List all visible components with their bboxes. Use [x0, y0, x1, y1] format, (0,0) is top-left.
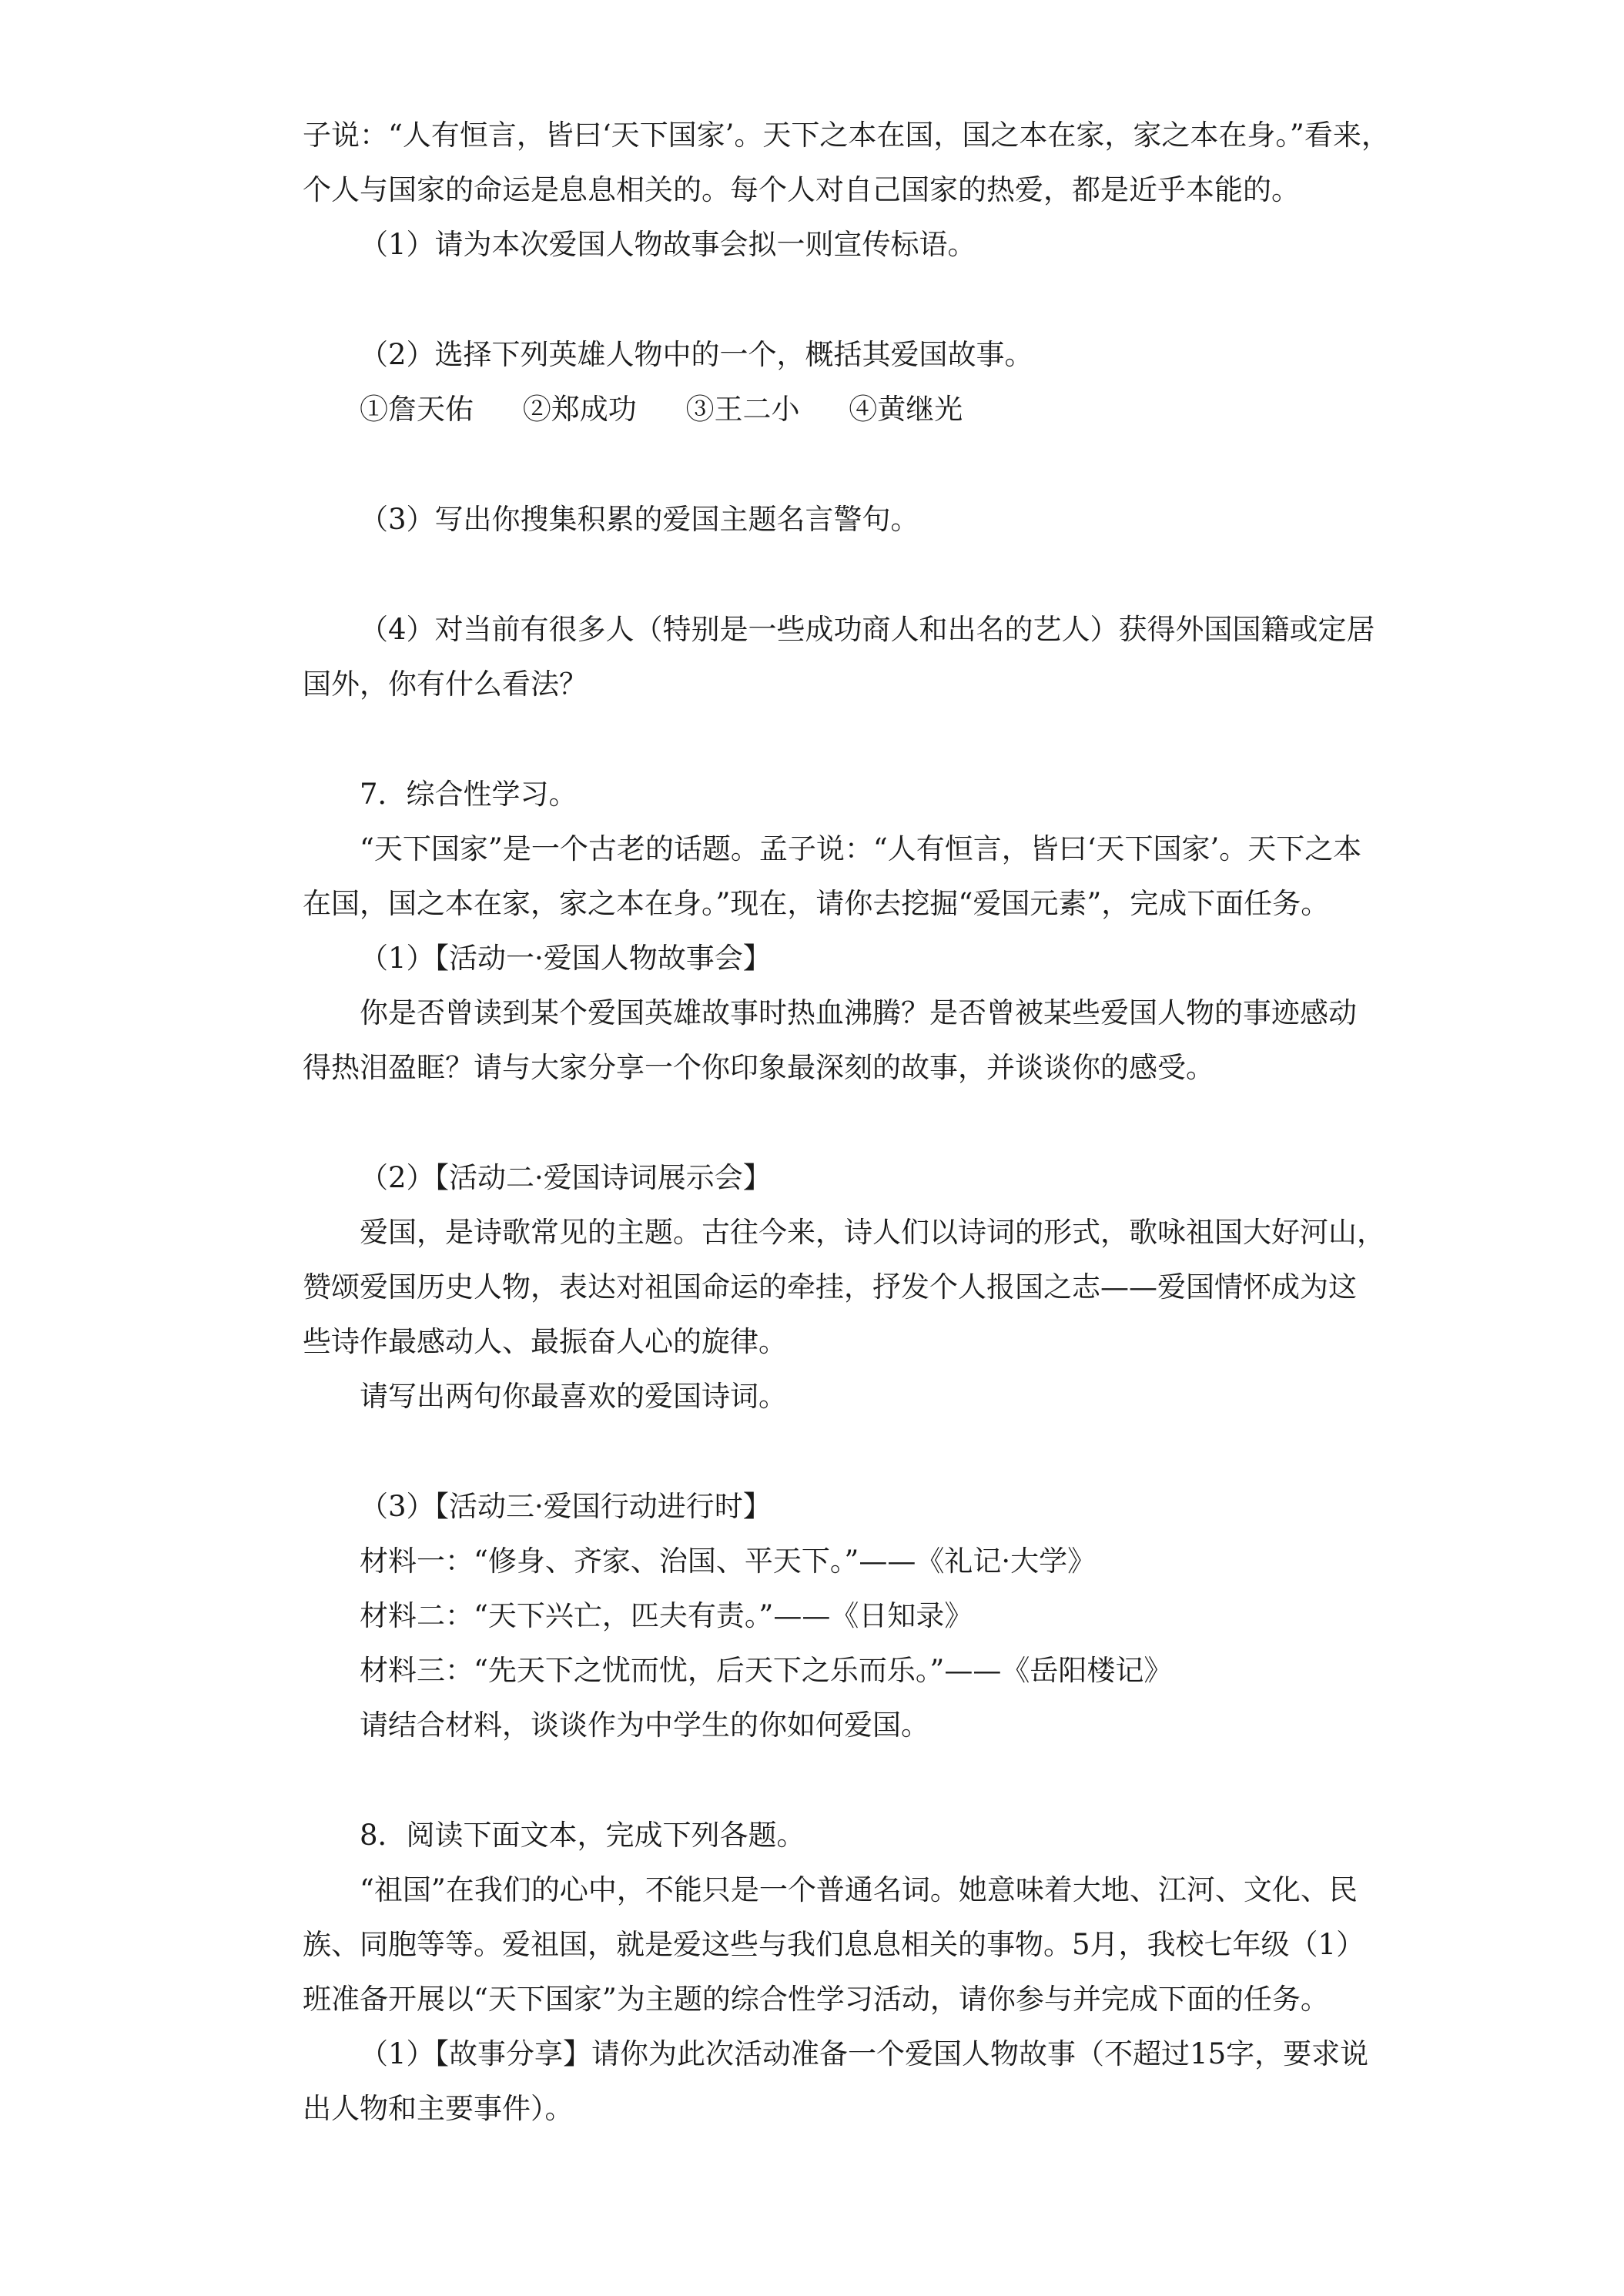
- hero-option: ①詹天佑: [360, 393, 474, 426]
- text-line: 赞颂爱国历史人物，表达对祖国命运的牵挂，抒发个人报国之志——爱国情怀成为这: [303, 1270, 1357, 1304]
- text-line: 得热泪盈眶？请与大家分享一个你印象最深刻的故事，并谈谈你的感受。: [303, 1051, 1214, 1084]
- question-7-heading: 7．综合性学习。: [360, 778, 578, 811]
- text-line: 些诗作最感动人、最振奋人心的旋律。: [303, 1325, 787, 1358]
- text-line: 在国，国之本在家，家之本在身。”现在，请你去挖掘“爱国元素”，完成下面任务。: [303, 887, 1330, 920]
- activity-3-heading: （3）【活动三·爱国行动进行时】: [360, 1490, 772, 1523]
- text-line: 请写出两句你最喜欢的爱国诗词。: [360, 1380, 787, 1413]
- question-6-2: （2）选择下列英雄人物中的一个，概括其爱国故事。: [360, 338, 1033, 371]
- text-line: 个人与国家的命运是息息相关的。每个人对自己国家的热爱，都是近乎本能的。: [303, 173, 1300, 206]
- question-6-1: （1）请为本次爱国人物故事会拟一则宣传标语。: [360, 228, 976, 261]
- question-6-3: （3）写出你搜集积累的爱国主题名言警句。: [360, 503, 919, 536]
- text-line: 国外，你有什么看法？: [303, 668, 588, 701]
- text-line: 班准备开展以“天下国家”为主题的综合性学习活动，请你参与并完成下面的任务。: [303, 1983, 1329, 2016]
- hero-options: [303, 382, 1381, 437]
- question-6-4: （4）对当前有很多人（特别是一些成功商人和出名的艺人）获得外国国籍或定居: [360, 613, 1375, 646]
- material-1: 材料一：“修身、齐家、治国、平天下。”——《礼记·大学》: [360, 1545, 1097, 1578]
- activity-2-heading: （2）【活动二·爱国诗词展示会】: [360, 1161, 772, 1194]
- text-line: “天下国家”是一个古老的话题。孟子说：“人有恒言，皆曰‘天下国家’。天下之本: [360, 832, 1362, 865]
- text-line: 你是否曾读到某个爱国英雄故事时热血沸腾？是否曾被某些爱国人物的事迹感动: [360, 996, 1357, 1029]
- hero-option: ③王二小: [685, 393, 800, 426]
- document-page: [303, 108, 1390, 2136]
- question-8-1: （1）【故事分享】请你为此次活动准备一个爱国人物故事（不超过15字，要求说: [360, 2037, 1369, 2070]
- text-line: 请结合材料，谈谈作为中学生的你如何爱国。: [360, 1709, 929, 1742]
- text-line: 族、同胞等等。爱祖国，就是爱这些与我们息息相关的事物。5月，我校七年级（1）: [303, 1928, 1365, 1961]
- material-2: 材料二：“天下兴亡，匹夫有责。”——《日知录》: [360, 1599, 973, 1632]
- text-line: 子说：“人有恒言，皆曰‘天下国家’。天下之本在国，国之本在家，家之本在身。”看来，: [303, 119, 1390, 152]
- hero-option: ④黄继光: [849, 393, 963, 426]
- text-line: 爱国，是诗歌常见的主题。古往今来，诗人们以诗词的形式，歌咏祖国大好河山，: [360, 1216, 1385, 1249]
- hero-option: ②郑成功: [522, 393, 637, 426]
- question-8-heading: 8．阅读下面文本，完成下列各题。: [360, 1819, 805, 1852]
- activity-1-heading: （1）【活动一·爱国人物故事会】: [360, 942, 772, 975]
- text-line: “祖国”在我们的心中，不能只是一个普通名词。她意味着大地、江河、文化、民: [360, 1873, 1358, 1906]
- text-line: 出人物和主要事件）。: [303, 2092, 574, 2125]
- material-3: 材料三：“先天下之忧而忧，后天下之乐而乐。”——《岳阳楼记》: [360, 1654, 1173, 1687]
